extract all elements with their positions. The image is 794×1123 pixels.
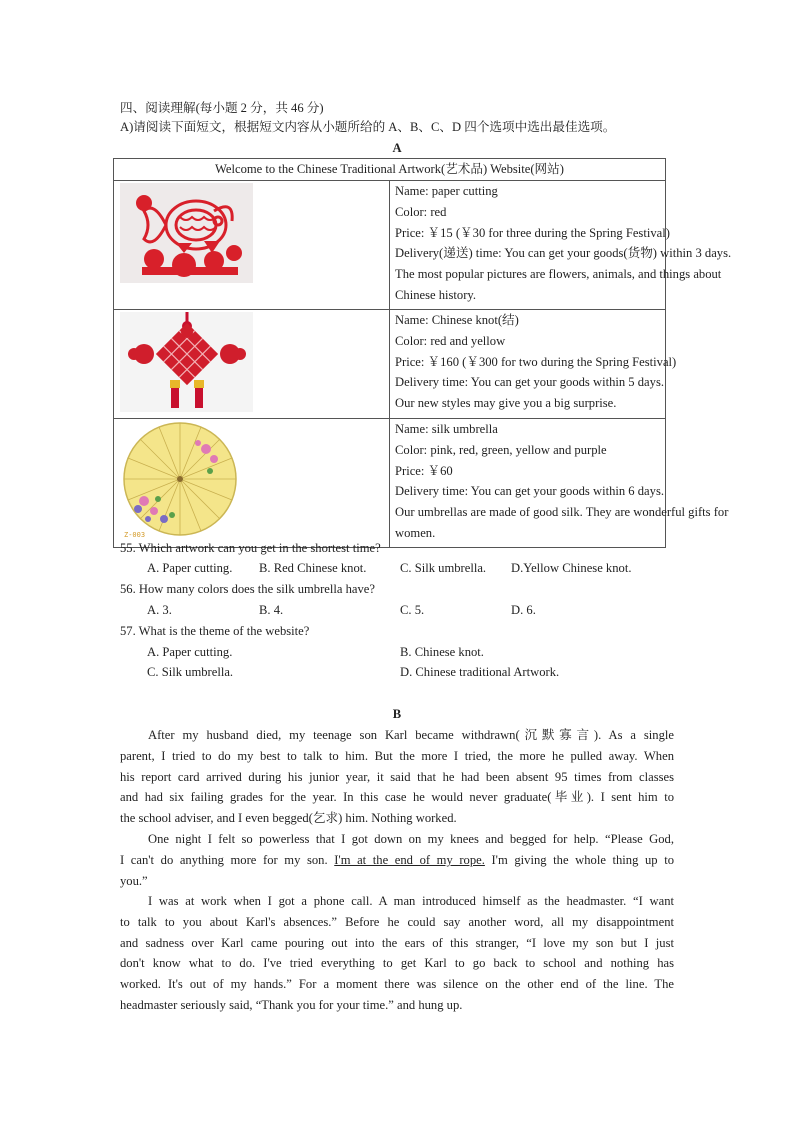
text-line: and sadness over Karl came pouring out into the ears of this stranger, “I love my son but I just bbox=[120, 935, 674, 950]
option-c: C. Silk umbrella. bbox=[147, 665, 234, 679]
option-a: A. 3. bbox=[147, 603, 172, 617]
passage-b-paragraph-2 bbox=[120, 829, 674, 891]
question-stem: 56. How many colors does the silk umbrella have? bbox=[120, 582, 375, 596]
item-color: Color: red and yellow bbox=[395, 333, 506, 348]
item-color: Color: red bbox=[395, 204, 447, 219]
section-heading: 四、阅读理解(每小题 2 分，共 46 分) bbox=[120, 101, 324, 115]
text-line: After my husband died, my teenage son Karl became withdrawn(沉默寡言). As a single bbox=[148, 728, 674, 742]
item-note: Our umbrellas are made of good silk. They are wonderful gifts for bbox=[395, 505, 729, 520]
text-line: worked. It's out of my hands.” For a moment there was silence on the other end of the line. The bbox=[120, 977, 674, 992]
table-row bbox=[114, 181, 666, 310]
silk-umbrella-image bbox=[114, 419, 261, 543]
passage-b-paragraph-1 bbox=[120, 725, 674, 829]
image-cell bbox=[114, 419, 390, 548]
option-b: B. Red Chinese knot. bbox=[259, 561, 367, 575]
item-color: Color: pink, red, green, yellow and purple bbox=[395, 442, 607, 457]
table-header: Welcome to the Chinese Traditional Artwork(艺术品) Website(网站) bbox=[114, 159, 666, 181]
item-delivery: Delivery time: You can get your goods within 6 days. bbox=[395, 484, 664, 499]
item-note-cont: women. bbox=[395, 525, 436, 540]
option-d: D. Chinese traditional Artwork. bbox=[400, 665, 560, 679]
text-line: I was at work when I got a phone call. A man introduced himself as the headmaster. “I want bbox=[148, 894, 674, 908]
item-delivery: Delivery time: You can get your goods within 5 days. bbox=[395, 375, 664, 390]
option-b: B. 4. bbox=[259, 603, 284, 617]
text-line: his report card arrived during his junior year, it said that he had been absent 95 times from classes bbox=[120, 769, 674, 784]
text-line: One night I felt so powerless that I got down on my knees and begged for help. “Please God, bbox=[148, 832, 674, 846]
paper-cutting-fish-image bbox=[114, 181, 261, 305]
passage-b-paragraph-3 bbox=[120, 891, 674, 1016]
item-price: Price: ￥15 (￥30 for three during the Spring Festival) bbox=[395, 225, 670, 240]
text-line: parent, I tried to do my best to talk to him. But the more I tried, the more he pulled away. When bbox=[120, 748, 674, 763]
question-stem: 57. What is the theme of the website? bbox=[120, 624, 310, 638]
image-cell bbox=[114, 181, 390, 310]
option-c: C. Silk umbrella. bbox=[400, 561, 487, 575]
text-line: headmaster seriously said, “Thank you for your time.” and hung up. bbox=[120, 997, 463, 1012]
text-fragment: I can't do anything more for my son. bbox=[120, 852, 335, 867]
image-caption: Z-003 bbox=[124, 531, 146, 539]
text-line bbox=[120, 850, 674, 871]
text-line: don't know what to do. I've tried everything to get Karl to go back to school and nothing has bbox=[120, 956, 674, 971]
text-line: and had six failing grades for the year. In this case he would never graduate(毕业). I sent him to bbox=[120, 790, 674, 805]
item-note: The most popular pictures are flowers, animals, and things about bbox=[395, 267, 722, 282]
passage-b-label: B bbox=[392, 707, 402, 721]
option-a: A. Paper cutting. bbox=[147, 561, 233, 575]
text-line: you.” bbox=[120, 873, 148, 888]
text-line: the school adviser, and I even begged(乞求) him. Nothing worked. bbox=[120, 811, 457, 826]
image-cell bbox=[114, 310, 390, 419]
option-d: D. 6. bbox=[511, 603, 536, 617]
section-instruction: A)请阅读下面短文，根据短文内容从小题所给的 A、B、C、D 四个选项中选出最佳选项。 bbox=[120, 120, 616, 134]
item-note: Our new styles may give you a big surprise. bbox=[395, 396, 617, 411]
option-d: D.Yellow Chinese knot. bbox=[511, 561, 632, 575]
option-b: B. Chinese knot. bbox=[400, 645, 484, 659]
table-row bbox=[114, 419, 666, 548]
text-fragment: I'm giving the whole thing up to bbox=[484, 852, 674, 867]
text-line: to talk to you about Karl's absences.” Before he could say another word, all my disappointment bbox=[120, 914, 674, 929]
chinese-knot-image bbox=[114, 310, 261, 414]
option-a: A. Paper cutting. bbox=[147, 645, 233, 659]
underlined-phrase: I'm at the end of my rope. bbox=[334, 852, 485, 867]
item-name: Name: Chinese knot(结) bbox=[395, 313, 519, 327]
item-name: Name: paper cutting bbox=[395, 184, 498, 198]
item-note-cont: Chinese history. bbox=[395, 287, 477, 302]
passage-a-label: A bbox=[392, 141, 402, 155]
item-name: Name: silk umbrella bbox=[395, 422, 498, 436]
option-c: C. 5. bbox=[400, 603, 425, 617]
question-stem: 55. Which artwork can you get in the shortest time? bbox=[120, 541, 381, 555]
artwork-table bbox=[113, 158, 732, 548]
item-price: Price: ￥160 (￥300 for two during the Spring Festival) bbox=[395, 354, 677, 369]
item-delivery: Delivery(递送) time: You can get your goods(货物) within 3 days. bbox=[395, 246, 732, 261]
table-row bbox=[114, 310, 666, 419]
item-price: Price: ￥60 bbox=[395, 463, 453, 478]
